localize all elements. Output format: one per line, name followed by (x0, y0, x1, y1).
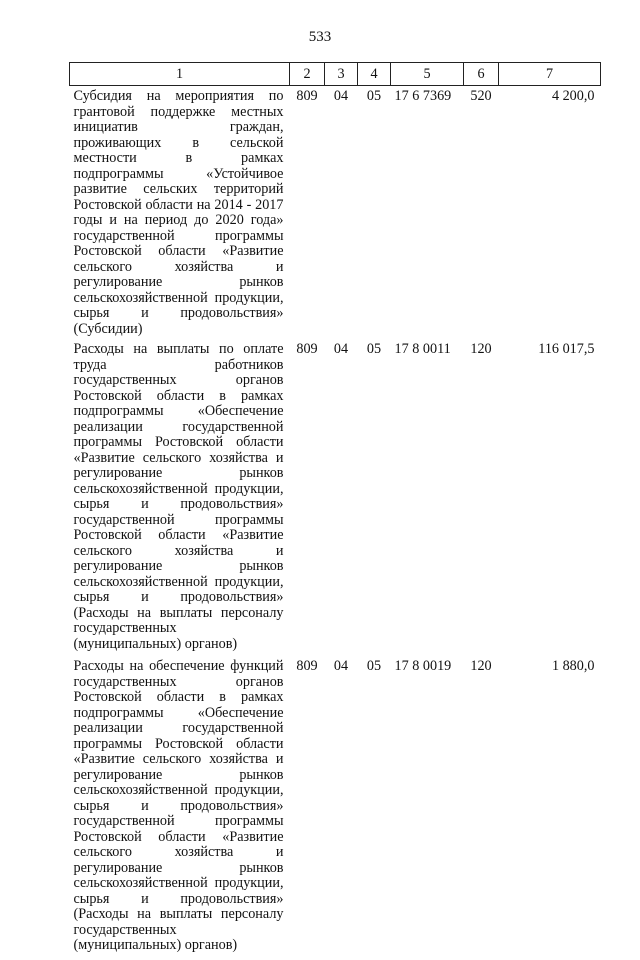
row-expense-type: 120 (470, 658, 492, 674)
row-ministry-code: 809 (296, 341, 318, 357)
table-header-row (70, 63, 601, 86)
column-header-7: 7 (499, 63, 601, 86)
column-header-4: 4 (358, 63, 391, 86)
page-number: 533 (308, 29, 332, 45)
table-row (70, 342, 601, 659)
row-target-article: 17 8 0011 (394, 341, 451, 357)
row-subsection-code: 05 (366, 341, 382, 357)
row-target-article: 17 6 7369 (394, 88, 452, 104)
column-header-6: 6 (464, 63, 499, 86)
row-amount: 4 200,0 (551, 88, 595, 104)
table-row (70, 659, 601, 960)
column-header-1: 1 (70, 63, 290, 86)
row-description: Субсидия на мероприятия по грантовой поддержке местных инициатив граждан, проживающих в сельской местности в рамках подпрограммы «Устойчивое развитие сельских территорий Ростовской области на 2014 - 2017 годы и на период до 2020 года» государственной программы Ростовской области «Развитие сельского хозяйства и регулирование рынков сельскохозяйственной продукции, сырья и продовольствия» (Субсидии) (73, 88, 284, 337)
column-header-5: 5 (391, 63, 464, 86)
column-header-3: 3 (325, 63, 358, 86)
row-target-article: 17 8 0019 (394, 658, 452, 674)
row-description: Расходы на обеспечение функций государственных органов Ростовской области в рамках подпрограммы «Обеспечение реализации государственной программы Ростовской области «Развитие сельского хозяйства и регулирование рынков сельскохозяйственной продукции, сырья и продовольствия» государственной программы Ростовской области «Развитие сельского хозяйства и регулирование рынков сельскохозяйственной продукции, сырья и продовольствия» (Расходы на выплаты персоналу государственных (муниципальных) органов) (73, 658, 284, 953)
row-expense-type: 520 (470, 88, 492, 104)
row-section-code: 04 (333, 341, 349, 357)
row-section-code: 04 (333, 88, 349, 104)
column-header-2: 2 (290, 63, 325, 86)
budget-table (69, 62, 601, 960)
row-expense-type: 120 (470, 341, 492, 357)
row-amount: 1 880,0 (551, 658, 595, 674)
row-ministry-code: 809 (296, 88, 318, 104)
row-amount: 116 017,5 (538, 341, 595, 357)
row-subsection-code: 05 (366, 658, 382, 674)
row-ministry-code: 809 (296, 658, 318, 674)
row-subsection-code: 05 (366, 88, 382, 104)
table-row (70, 86, 601, 343)
row-description: Расходы на выплаты по оплате труда работников государственных органов Ростовской области в рамках подпрограммы «Обеспечение реализации государственной программы Ростовской области «Развитие сельского хозяйства и регулирование рынков сельскохозяйственной продукции, сырья и продовольствия» государственной программы Ростовской области «Развитие сельского хозяйства и регулирование рынков сельскохозяйственной продукции, сырья и продовольствия» (Расходы на выплаты персоналу государственных (муниципальных) органов) (73, 341, 284, 652)
row-section-code: 04 (333, 658, 349, 674)
